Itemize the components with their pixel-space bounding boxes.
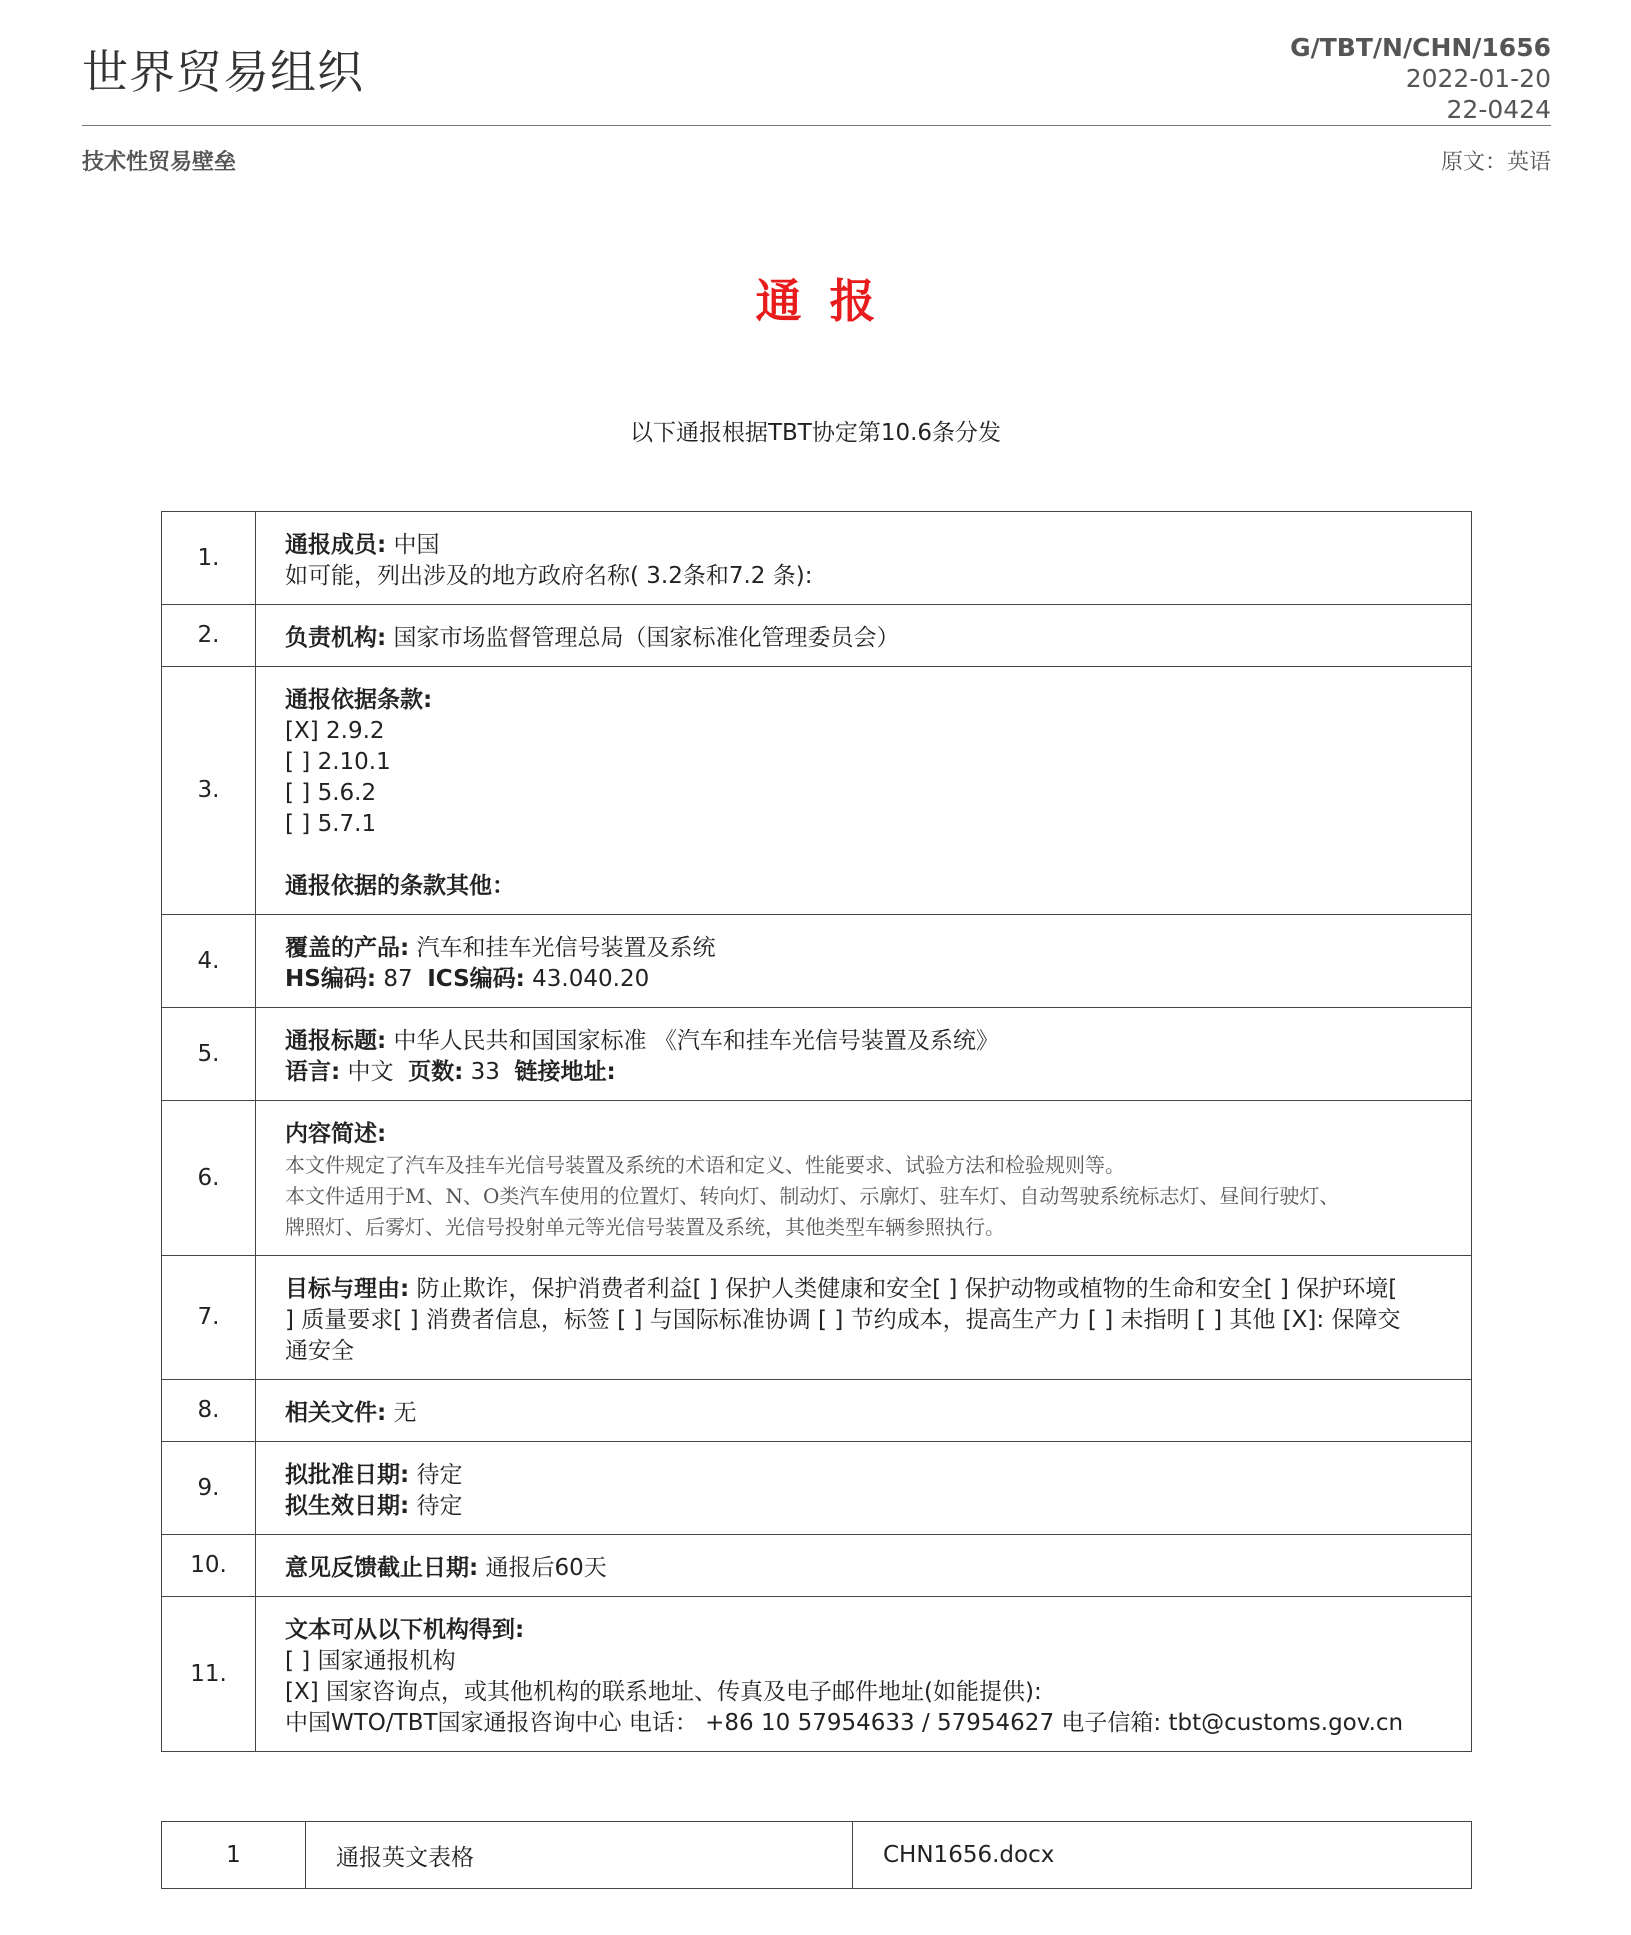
table-row	[162, 1822, 1472, 1889]
row-number: 4.	[162, 915, 256, 1008]
row-content	[256, 1256, 1472, 1380]
row-content	[256, 1597, 1472, 1752]
row-content	[256, 605, 1472, 667]
row-number: 5.	[162, 1008, 256, 1101]
field-label: 相关文件:	[285, 1399, 387, 1426]
field-value: 87	[376, 965, 413, 992]
field-label: 链接地址:	[514, 1058, 616, 1085]
attachment-description: 通报英文表格	[306, 1822, 853, 1889]
organization-title: 世界贸易组织	[82, 45, 364, 99]
committee-name: 技术性贸易壁垒	[82, 150, 237, 175]
attachment-table	[161, 1821, 1472, 1889]
description-text: 本文件适用于M、N、O类汽车使用的位置灯、转向灯、制动灯、示廓灯、驻车灯、自动驾驶系统标志灯、昼间行驶灯、	[285, 1183, 1340, 1208]
row-content	[256, 1535, 1472, 1597]
field-value: 无	[386, 1399, 417, 1426]
row-number: 9.	[162, 1442, 256, 1535]
checkbox-option: [ ] 5.6.2	[285, 779, 377, 806]
row-number: 6.	[162, 1101, 256, 1256]
row-content	[256, 1380, 1472, 1442]
checkbox-option: [ ] 2.10.1	[285, 748, 391, 775]
field-value: 中国	[386, 531, 440, 558]
field-label: 覆盖的产品:	[285, 934, 410, 961]
row-number: 2.	[162, 605, 256, 667]
field-label: 通报标题:	[285, 1027, 387, 1054]
row-number: 1.	[162, 512, 256, 605]
field-label: ICS编码:	[427, 965, 525, 992]
field-value: 33	[463, 1058, 500, 1085]
table-row	[162, 1380, 1472, 1442]
header-divider	[82, 125, 1551, 126]
field-value: ] 质量要求[ ] 消费者信息，标签 [ ] 与国际标准协调 [ ] 节约成本，提高生产力 [ ] 未指明 [ ] 其他 [X]: 保障交	[285, 1306, 1401, 1333]
field-value: [X] 国家咨询点，或其他机构的联系地址、传真及电子邮件地址(如能提供):	[285, 1678, 1042, 1705]
field-label: 意见反馈截止日期:	[285, 1554, 479, 1581]
table-row	[162, 1535, 1472, 1597]
notification-title: 通报	[755, 274, 904, 328]
field-label: HS编码:	[285, 965, 377, 992]
row-number: 10.	[162, 1535, 256, 1597]
field-label: 语言:	[285, 1058, 341, 1085]
field-value: 中华人民共和国国家标准 《汽车和挂车光信号装置及系统》	[386, 1027, 999, 1054]
attachment-number: 1	[162, 1822, 306, 1889]
field-label: 页数:	[408, 1058, 464, 1085]
row-number: 7.	[162, 1256, 256, 1380]
table-row	[162, 512, 1472, 605]
table-row	[162, 667, 1472, 915]
row-content	[256, 1008, 1472, 1101]
row-content	[256, 915, 1472, 1008]
field-value: [ ] 国家通报机构	[285, 1647, 456, 1674]
checkbox-option: [ ] 5.7.1	[285, 810, 377, 837]
field-label: 内容简述:	[285, 1120, 387, 1147]
document-reference: 22-0424	[1446, 95, 1551, 124]
original-language: 原文：英语	[1440, 150, 1551, 175]
field-value: 防止欺诈，保护消费者利益[ ] 保护人类健康和安全[ ] 保护动物或植物的生命和安全[ ] 保护环境[	[409, 1275, 1398, 1302]
row-content	[256, 667, 1472, 915]
row-number: 11.	[162, 1597, 256, 1752]
document-date: 2022-01-20	[1405, 64, 1551, 93]
contact-info: 中国WTO/TBT国家通报咨询中心 电话： +86 10 57954633 / 57954627 电子信箱: tbt@customs.gov.cn	[285, 1709, 1404, 1736]
field-value: 汽车和挂车光信号装置及系统	[409, 934, 716, 961]
row-content	[256, 1101, 1472, 1256]
document-meta	[1290, 32, 1551, 125]
document-symbol: G/TBT/N/CHN/1656	[1290, 33, 1551, 62]
field-value: 国家市场监督管理总局（国家标准化管理委员会）	[386, 624, 900, 651]
table-row	[162, 1442, 1472, 1535]
notification-subtitle: 以下通报根据TBT协定第10.6条分发	[629, 420, 1002, 446]
field-label: 通报依据的条款其他：	[285, 872, 515, 899]
field-label: 文本可从以下机构得到:	[285, 1616, 525, 1643]
attachment-file-link[interactable]: CHN1656.docx	[853, 1822, 1472, 1889]
field-value: 待定	[409, 1492, 463, 1519]
table-row	[162, 1597, 1472, 1752]
field-label: 通报成员:	[285, 531, 387, 558]
description-text: 牌照灯、后雾灯、光信号投射单元等光信号装置及系统，其他类型车辆参照执行。	[285, 1214, 1005, 1239]
field-value: 通报后60天	[478, 1554, 607, 1581]
row-number: 8.	[162, 1380, 256, 1442]
table-row	[162, 605, 1472, 667]
field-value: 待定	[409, 1461, 463, 1488]
notification-table	[161, 511, 1472, 1752]
row-number: 3.	[162, 667, 256, 915]
field-label: 拟生效日期:	[285, 1492, 410, 1519]
description-text: 本文件规定了汽车及挂车光信号装置及系统的术语和定义、性能要求、试验方法和检验规则等。	[285, 1152, 1125, 1177]
field-label: 目标与理由:	[285, 1275, 410, 1302]
table-row	[162, 915, 1472, 1008]
table-row	[162, 1101, 1472, 1256]
field-value: 43.040.20	[524, 965, 650, 992]
field-value: 通安全	[285, 1337, 354, 1364]
field-value: 中文	[340, 1058, 394, 1085]
table-row	[162, 1008, 1472, 1101]
field-label: 负责机构:	[285, 624, 387, 651]
row-content	[256, 1442, 1472, 1535]
row-content	[256, 512, 1472, 605]
field-label: 通报依据条款:	[285, 686, 433, 713]
checkbox-option: [X] 2.9.2	[285, 717, 385, 744]
field-label: 拟批准日期:	[285, 1461, 410, 1488]
field-value: 如可能，列出涉及的地方政府名称( 3.2条和7.2 条):	[285, 562, 813, 589]
table-row	[162, 1256, 1472, 1380]
